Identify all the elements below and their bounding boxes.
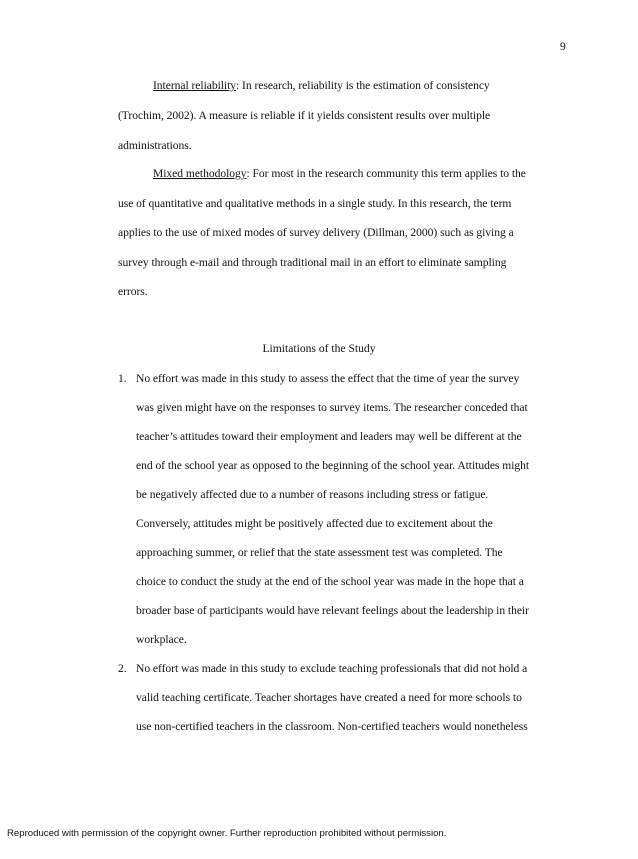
definition-text: : In research, reliability is the estimation of consistency (236, 79, 490, 92)
list-item-line: use non-certified teachers in the classroom. Non-certified teachers would nonetheless (136, 720, 528, 733)
list-item-line: end of the school year as opposed to the beginning of the school year. Attitudes might (136, 459, 530, 472)
definition-line: administrations. (118, 139, 192, 152)
definition-internal-reliability-line-1 (153, 79, 490, 92)
list-item-line: No effort was made in this study to assess the effect that the time of year the survey (136, 372, 520, 385)
definition-line: errors. (118, 285, 148, 298)
section-heading: Limitations of the Study (262, 342, 376, 355)
definition-term: Mixed methodology (153, 167, 247, 180)
copyright-footer: Reproduced with permission of the copyright owner. Further reproduction prohibited without permission. (7, 828, 447, 839)
list-item-line: approaching summer, or relief that the state assessment test was completed. The (136, 546, 503, 559)
list-item-line: teacher’s attitudes toward their employment and leaders may well be different at the (136, 430, 522, 443)
list-item-line: was given might have on the responses to survey items. The researcher conceded that (136, 401, 528, 414)
list-item-line: choice to conduct the study at the end of the school year was made in the hope that a (136, 575, 524, 588)
definition-line: use of quantitative and qualitative methods in a single study. In this research, the term (118, 197, 512, 210)
page-number: 9 (560, 40, 566, 53)
list-item-number: 1. (118, 372, 127, 385)
definition-text: : For most in the research community this term applies to the (246, 167, 526, 180)
definition-term: Internal reliability (153, 79, 237, 92)
list-item-line: Conversely, attitudes might be positively affected due to excitement about the (136, 517, 493, 530)
definition-line: (Trochim, 2002). A measure is reliable if it yields consistent results over multiple (118, 109, 491, 122)
list-item-line: broader base of participants would have relevant feelings about the leadership in their (136, 604, 529, 617)
list-item-number: 2. (118, 662, 127, 675)
definition-mixed-methodology-line-1 (153, 167, 526, 180)
list-item-line: workplace. (136, 633, 187, 646)
definition-line: applies to the use of mixed modes of survey delivery (Dillman, 2000) such as giving a (118, 226, 514, 239)
list-item-line: be negatively affected due to a number of reasons including stress or fatigue. (136, 488, 489, 501)
list-item-line: No effort was made in this study to exclude teaching professionals that did not hold a (136, 662, 528, 675)
list-item-line: valid teaching certificate. Teacher shortages have created a need for more schools to (136, 691, 522, 704)
definition-line: survey through e-mail and through traditional mail in an effort to eliminate sampling (118, 256, 507, 269)
